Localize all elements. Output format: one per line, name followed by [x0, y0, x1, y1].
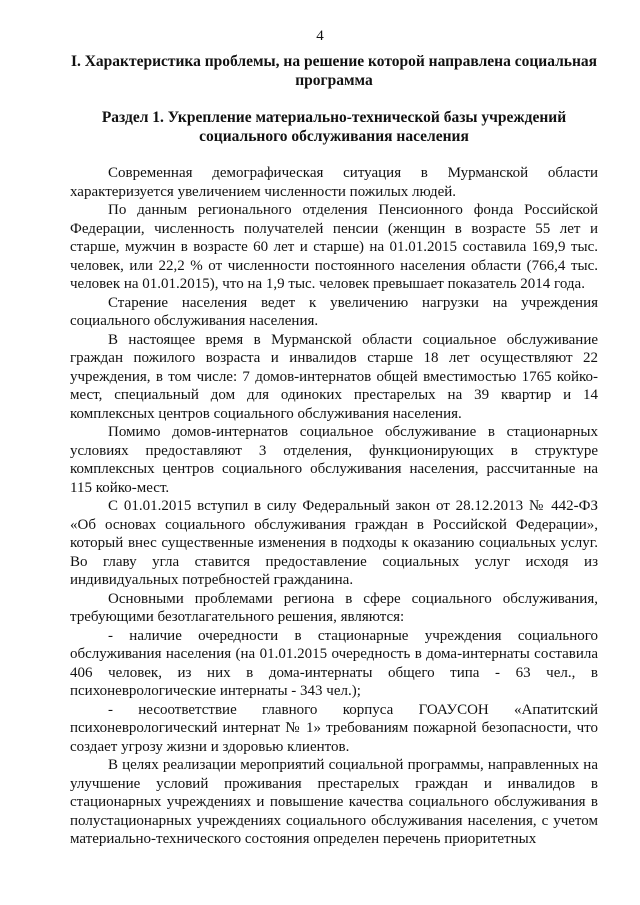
paragraph: В целях реализации мероприятий социальной программы, направленных на улучшение условий проживания престарелых граждан и инвалидов в стационарных учреждениях и повышение качества социального обслуживания в полустационарных учреждениях социального обслуживания населения, с учетом материально-технического состояния определен перечень приоритетных	[70, 757, 598, 847]
paragraph: В настоящее время в Мурманской области социальное обслуживание граждан пожилого возраста и инвалидов старше 18 лет осуществляют 22 учреждения, в том числе: 7 домов-интернатов общей вместимостью 1765 койко-мест, специальный дом для одиноких престарелых на 39 квартир и 14 комплексных центров социального обслуживания населения.	[70, 331, 598, 422]
document-body	[70, 164, 598, 849]
paragraph: Основными проблемами региона в сфере социального обслуживания, требующими безотлагательного решения, являются:	[70, 590, 598, 625]
list-item: - несоответствие главного корпуса ГОАУСОН «Апатитский психоневрологический интернат № 1» требованиям пожарной безопасности, что создает угрозу жизни и здоровью клиентов.	[70, 701, 598, 755]
page-number: 4	[316, 28, 324, 44]
paragraph: Современная демографическая ситуация в Мурманской области характеризуется увеличением численности пожилых людей.	[70, 165, 598, 200]
chapter-heading: I. Характеристика проблемы, на решение которой направлена социальная программа	[70, 53, 598, 89]
section-heading: Раздел 1. Укрепление материально-технической базы учреждений социального обслуживания населения	[101, 109, 567, 145]
paragraph: По данным регионального отделения Пенсионного фонда Российской Федерации, численность получателей пенсии (женщин в возрасте 55 лет и старше, мужчин в возрасте 60 лет и старше) на 01.01.2015 составила 169,9 тыс. человек, или 22,2 % от численности постоянного населения области (766,4 тыс. человек на 01.01.2015), что на 1,9 тыс. человек превышает показатель 2014 года.	[70, 202, 598, 292]
paragraph: Старение населения ведет к увеличению нагрузки на учреждения социального обслуживания населения.	[70, 294, 598, 329]
paragraph: Помимо домов-интернатов социальное обслуживание в стационарных условиях предоставляют 3 отделения, функционирующих в структуре комплексных центров социального обслуживания населения, рассчитанные на 115 койко-мест.	[70, 424, 598, 496]
list-item: - наличие очередности в стационарные учреждения социального обслуживания населения (на 01.01.2015 очередность в дома-интернаты составила 406 человек, из них в дома-интернаты общего типа - 63 чел., в психоневрологические интернаты - 343 чел.);	[70, 627, 598, 699]
paragraph: С 01.01.2015 вступил в силу Федеральный закон от 28.12.2013 № 442-ФЗ «Об основах социального обслуживания граждан в Российской Федерации», который внес существенные изменения в подходы к оказанию социальных услуг. Во главу угла ставится предоставление социальных услуг исходя из индивидуальных потребностей гражданина.	[70, 498, 598, 588]
